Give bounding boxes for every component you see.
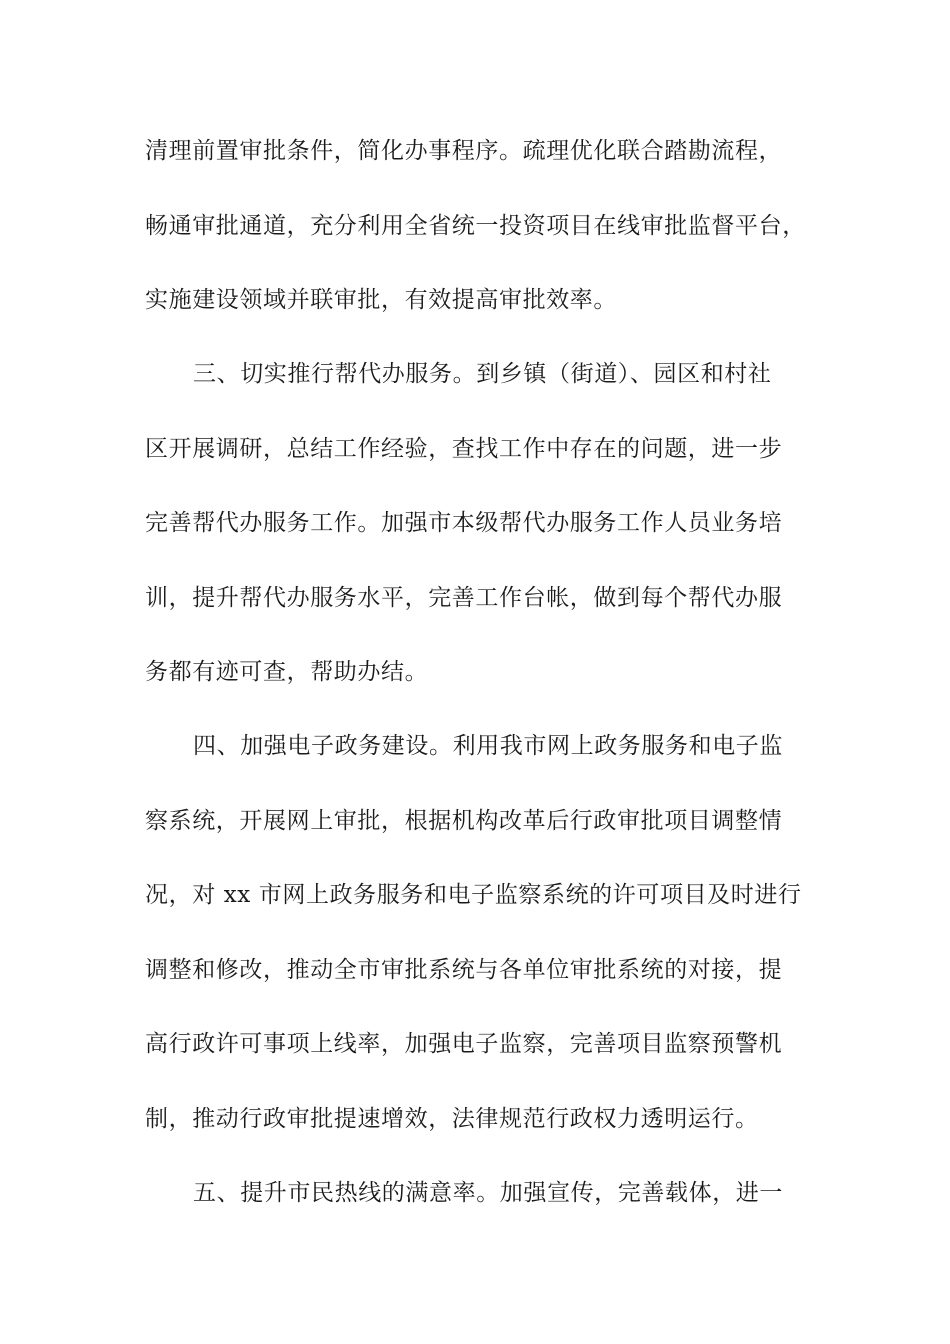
body-text-line: 区开展调研，总结工作经验，查找工作中存在的问题，进一步 <box>145 436 783 462</box>
body-text-line: 调整和修改，推动全市审批系统与各单位审批系统的对接，提 <box>145 957 783 983</box>
body-text-line: 察系统，开展网上审批，根据机构改革后行政审批项目调整情 <box>145 808 783 834</box>
body-text-line: 训，提升帮代办服务水平，完善工作台帐，做到每个帮代办服 <box>145 585 783 611</box>
paragraph-5-first-line: 五、提升市民热线的满意率。加强宣传，完善载体，进一 <box>193 1180 783 1206</box>
body-text-line: 畅通审批通道，充分利用全省统一投资项目在线审批监督平台， <box>145 213 806 239</box>
body-text-line: 清理前置审批条件，简化办事程序。疏理优化联合踏勘流程， <box>145 138 783 164</box>
body-text-line: 完善帮代办服务工作。加强市本级帮代办服务工作人员业务培 <box>145 510 783 536</box>
body-text-line: 制，推动行政审批提速增效，法律规范行政权力透明运行。 <box>145 1106 759 1132</box>
body-text-line: 况，对 xx 市网上政务服务和电子监察系统的许可项目及时进行 <box>145 882 802 908</box>
body-text-line: 高行政许可事项上线率，加强电子监察，完善项目监察预警机 <box>145 1031 783 1057</box>
paragraph-4-first-line: 四、加强电子政务建设。利用我市网上政务服务和电子监 <box>193 733 783 759</box>
body-text-line: 实施建设领域并联审批，有效提高审批效率。 <box>145 287 617 313</box>
paragraph-3-first-line: 三、切实推行帮代办服务。到乡镇（街道）、园区和村社 <box>193 361 772 387</box>
body-text-line: 务都有迹可查，帮助办结。 <box>145 659 429 685</box>
